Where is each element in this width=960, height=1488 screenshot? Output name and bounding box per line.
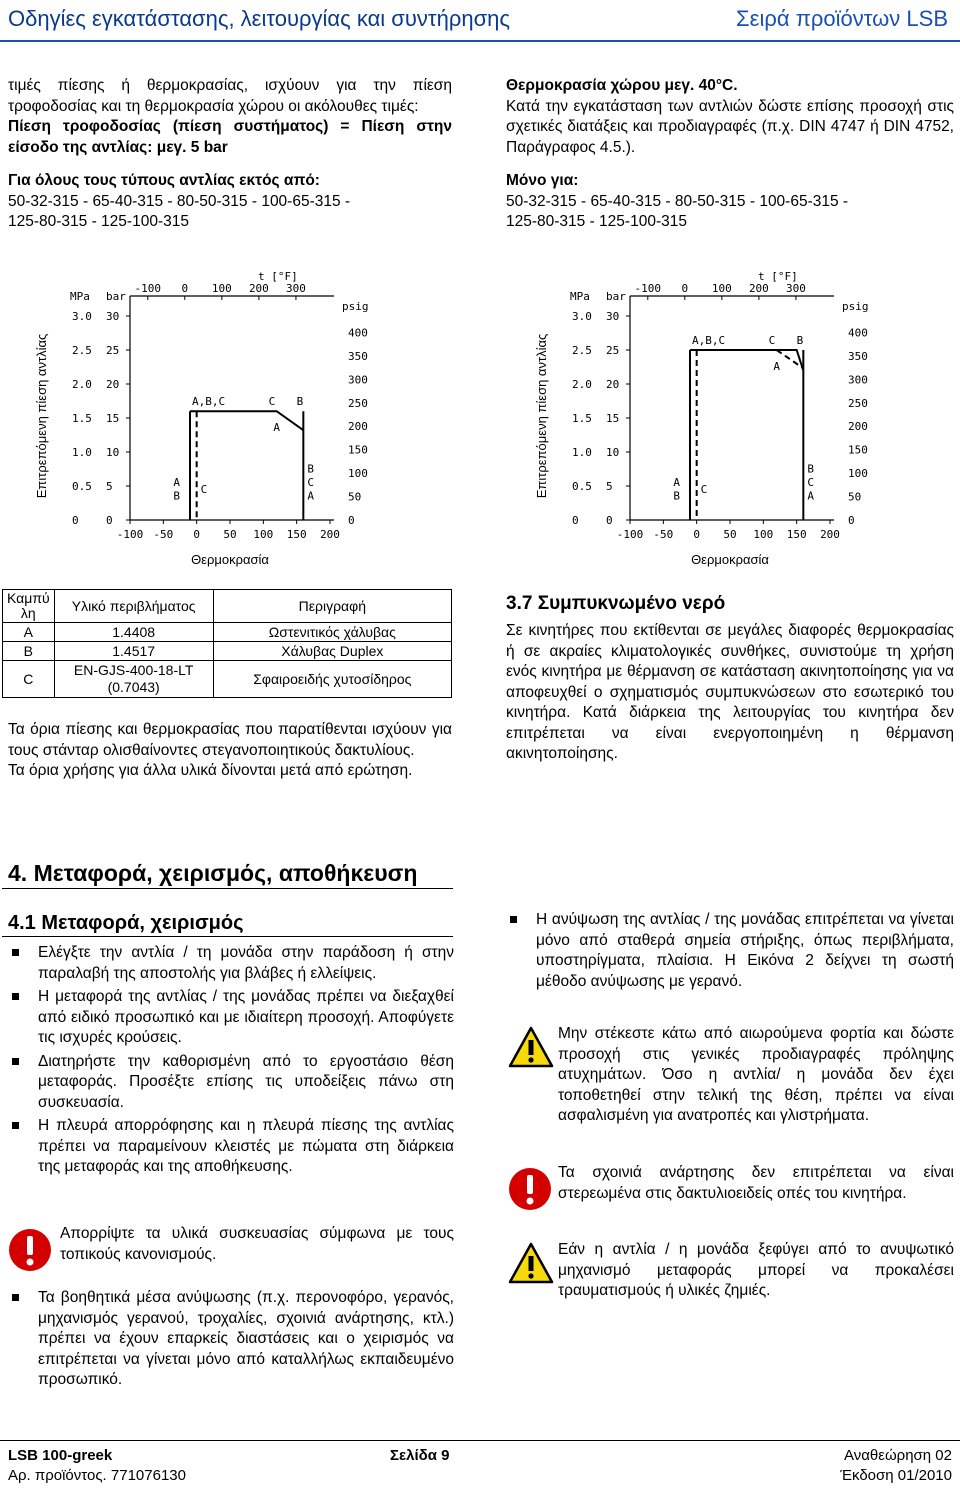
x-tick-celsius: 50: [723, 528, 737, 541]
y-tick-bar: 10: [606, 446, 620, 459]
unit-bar: bar: [606, 290, 626, 303]
y-tick-bar: 0: [606, 514, 613, 527]
row-material: 1.4408: [54, 623, 213, 642]
unit-psig: psig: [842, 300, 869, 313]
y-tick-psig: 300: [348, 373, 368, 387]
y-tick-bar: 25: [106, 344, 120, 357]
row-material: 1.4517: [54, 642, 213, 661]
y-tick-psig: 150: [848, 443, 868, 457]
y-tick-mpa: 2.5: [572, 344, 592, 357]
curve-annotation: B: [307, 462, 314, 476]
y-tick-psig: 350: [348, 349, 368, 363]
x-tick-fahrenheit: -100: [134, 282, 162, 295]
curve-annotation: C: [807, 476, 814, 489]
y-tick-psig: 400: [848, 326, 868, 340]
unit-fahrenheit: t [°F]: [258, 270, 298, 283]
limits-note-2: Τα όρια χρήσης για άλλα υλικά δίνονται μετά από ερώτηση.: [8, 762, 413, 779]
table-row: [3, 642, 452, 661]
footer-edition: Έκδοση 01/2010: [840, 1467, 952, 1484]
y-tick-bar: 5: [106, 480, 113, 493]
y-tick-bar: 30: [106, 310, 120, 323]
x-axis-label: Θερμοκρασία: [691, 552, 769, 567]
curve-annotation: A: [307, 489, 314, 503]
y-tick-mpa: 2.0: [572, 378, 592, 391]
unit-fahrenheit: t [°F]: [758, 270, 798, 283]
list-item: Η ανύψωση της αντλίας / της μονάδας επιτρέπεται να γίνεται μόνο από σταθερά σημεία στήριξης, όπως περιβλήματα, υποστηρίγματα, πλαίσια. Η Εικόνα 2 δείχνει τη σωστή μέθοδο ανύψωσης με γερανό.: [506, 910, 954, 992]
x-tick-celsius: 0: [193, 528, 200, 541]
y-tick-mpa: 1.0: [72, 446, 92, 459]
warning-text-2: Τα σχοινιά ανάρτησης δεν επιτρέπεται να είναι στερεωμένα στις δακτυλιοειδείς οπές του κινητήρα.: [558, 1164, 954, 1202]
y-tick-bar: 25: [606, 344, 620, 357]
y-tick-bar: 15: [606, 412, 620, 425]
y-axis-label: Επιτρεπόμενη πίεση αντλίας: [34, 333, 49, 499]
x-tick-fahrenheit: 0: [681, 282, 689, 295]
header-material: Υλικό περιβλήματος: [54, 590, 213, 623]
x-tick-celsius: -50: [653, 528, 674, 541]
y-tick-bar: 15: [106, 412, 120, 425]
footer-revision: Αναθεώρηση 02: [844, 1447, 952, 1464]
y-tick-psig: 300: [848, 373, 868, 387]
curve-annotation: A: [173, 476, 180, 489]
table-header-row: [3, 590, 452, 623]
curve-annotation: C: [268, 395, 276, 409]
x-tick-celsius: 150: [286, 528, 307, 541]
x-tick-fahrenheit: 0: [181, 282, 189, 295]
x-tick-celsius: 100: [253, 528, 274, 541]
x-tick-celsius: -100: [116, 528, 144, 541]
footer-page: Σελίδα 9: [390, 1447, 450, 1464]
y-tick-psig: 50: [348, 490, 362, 504]
curve-annotation: B: [673, 489, 680, 503]
header-description: Περιγραφή: [213, 590, 451, 623]
pressure-temp-chart-left: [30, 266, 450, 576]
series-line: [190, 411, 303, 430]
x-tick-celsius: 150: [786, 528, 807, 541]
condensation-text: Σε κινητήρες που εκτίθενται σε μεγάλες διαφορές θερμοκρασίας ή σε ακραίες κλιματολογικές συνθήκες, συνιστούμε τη χρήση ενός κινητήρα με θέρμανση σε κατάσταση ακινητοποίησης για να αποφευχθεί ο σχηματισμός συμπυκνώσεων στο εσωτερικό του κινητήρα. Κατά διάρκεια της λειτουργίας του κινητήρα δεν επιτρέπεται να είναι ενεργοποιημένη η θέρμανση ακινητοποίησης.: [506, 622, 954, 762]
y-tick-psig: 50: [848, 490, 862, 504]
curve-annotation: A: [773, 360, 780, 373]
x-tick-fahrenheit: 100: [711, 282, 732, 295]
y-tick-psig: 200: [848, 420, 868, 434]
warning-triangle-icon: [508, 1026, 554, 1068]
warning-text-3: Εάν η αντλία / η μονάδα ξεφύγει από το ανυψωτικό μηχανισμό μεταφοράς μπορεί να προκαλέσει τραυματισμούς ή υλικές ζημιές.: [558, 1241, 954, 1299]
condensation-section: [506, 593, 954, 765]
curve-annotation: A,B,C: [192, 395, 226, 409]
section-title-underline: [2, 888, 453, 889]
header-curve: [3, 590, 55, 623]
y-tick-mpa: 0.5: [72, 480, 92, 493]
y-tick-bar: 30: [606, 310, 620, 323]
table-row: [3, 661, 452, 698]
chart-right-svg: [530, 266, 950, 576]
curve-annotation: C: [700, 482, 708, 496]
curve-annotation: B: [807, 462, 814, 476]
intro-paragraph: τιμές πίεσης ή θερμοκρασίας, ισχύουν για την πίεση τροφοδοσίας και τη θερμοκρασία χώρου οι ακόλουθες τιμές:: [8, 77, 452, 115]
left-bullet-list-2: [8, 1288, 454, 1391]
y-tick-psig: 400: [348, 326, 368, 340]
exclamation-icon: [508, 1167, 552, 1211]
left-intro: [8, 76, 452, 233]
curve-annotation: C: [200, 482, 208, 496]
product-series-title: Σειρά προϊόντων LSB: [736, 6, 948, 31]
row-description: Σφαιροειδής χυτοσίδηρος: [213, 661, 451, 698]
x-tick-celsius: -100: [616, 528, 644, 541]
y-tick-bar: 20: [106, 378, 120, 391]
ambient-temp-note: Θερμοκρασία χώρου μεγ. 40°C.: [506, 77, 738, 94]
subsection-underline: [2, 936, 453, 937]
warning-text-1: Μην στέκεστε κάτω από αιωρούμενα φορτία και δώστε προσοχή στις γενικές προδιαγραφές πρόληψης ατυχημάτων. Όσο η αντλία/ η μονάδα δεν έχει τοποθετηθεί στην τελική της θέση, πρέπει να είναι ασφαλισμένη για ανατροπές και γλιστρήματα.: [558, 1025, 954, 1124]
section-4-title: 4. Μεταφορά, χειρισμός, αποθήκευση: [8, 860, 418, 886]
y-tick-psig: 200: [348, 420, 368, 434]
footer-doc-name: LSB 100-greek: [8, 1447, 113, 1464]
y-tick-psig: 0: [348, 514, 355, 527]
y-tick-psig: 100: [848, 467, 868, 481]
y-tick-mpa: 1.5: [572, 412, 592, 425]
unit-psig: psig: [342, 300, 369, 313]
x-tick-celsius: 50: [223, 528, 237, 541]
y-tick-mpa: 0.5: [572, 480, 592, 493]
x-tick-fahrenheit: -100: [634, 282, 662, 295]
all-types-heading: Για όλους τους τύπους αντλίας εκτός από:: [8, 172, 320, 189]
packaging-note-text: Απορρίψτε τα υλικά συσκευασίας σύμφωνα με τους τοπικούς κανονισμούς.: [60, 1225, 454, 1263]
supply-pressure-note: Πίεση τροφοδοσίας (πίεση συστήματος) = Πίεση στην είσοδο της αντλίας: μεγ. 5 bar: [8, 118, 452, 156]
limits-note-1: Τα όρια πίεσης και θερμοκρασίας που παρατίθενται ισχύουν για τους στάνταρ ολισθαίνοντες στεγανοποιητικούς δακτυλίους.: [8, 721, 452, 759]
pressure-temp-chart-right: [530, 266, 950, 576]
row-description: Χάλυβας Duplex: [213, 642, 451, 661]
y-tick-mpa: 0: [572, 514, 579, 527]
x-tick-celsius: 0: [693, 528, 700, 541]
y-tick-bar: 5: [606, 480, 613, 493]
limits-notes: [8, 720, 452, 782]
list-item: Η πλευρά απορρόφησης και η πλευρά πίεσης της αντλίας πρέπει να παραμείνουν κλειστές με πώματα στη διάρκεια της μεταφοράς και της αποθήκευσης.: [8, 1116, 454, 1178]
pump-types-line1: 50-32-315 - 65-40-315 - 80-50-315 - 100-65-315 -: [8, 192, 351, 210]
y-tick-mpa: 2.0: [72, 378, 92, 391]
table-row: [3, 623, 452, 642]
x-tick-celsius: 200: [820, 528, 840, 541]
x-axis-label: Θερμοκρασία: [191, 552, 269, 567]
materials-table: [2, 589, 452, 698]
y-tick-mpa: 2.5: [72, 344, 92, 357]
pump-types-right-line2: 125-80-315 - 125-100-315: [506, 213, 687, 230]
only-for-heading: Μόνο για:: [506, 172, 579, 189]
chart-left-svg: [30, 266, 450, 576]
x-tick-fahrenheit: 300: [785, 282, 806, 295]
pump-types-right-line1: 50-32-315 - 65-40-315 - 80-50-315 - 100-65-315 -: [506, 192, 849, 210]
row-curve: C: [3, 661, 55, 698]
row-curve: A: [3, 623, 55, 642]
curve-annotation: B: [296, 395, 304, 409]
packaging-note: [8, 1224, 454, 1265]
curve-annotation: A: [273, 421, 280, 435]
list-item: Ελέγξτε την αντλία / τη μονάδα στην παράδοση ή στην παραλαβή της αποστολής για βλάβες ή ελλείψεις.: [8, 943, 454, 984]
curve-annotation: A,B,C: [692, 334, 726, 347]
unit-mpa: MPa: [570, 290, 590, 303]
x-tick-fahrenheit: 200: [248, 282, 269, 295]
material-line1: EN-GJS-400-18-LT: [73, 662, 194, 678]
header-curve-line1: Καμπύ: [7, 590, 50, 606]
header-curve-line2: λη: [20, 605, 36, 621]
list-item: Η μεταφορά της αντλίας / της μονάδας πρέπει να διεξαχθεί από ειδικό προσωπικό και με ιδιαίτερη προσοχή. Αποφύγετε τις ισχυρές κρούσεις.: [8, 987, 454, 1049]
header-divider: [0, 40, 960, 42]
x-tick-celsius: 100: [753, 528, 774, 541]
curve-annotation: C: [768, 334, 776, 347]
curve-annotation: C: [307, 476, 314, 489]
x-tick-fahrenheit: 200: [748, 282, 769, 295]
y-tick-mpa: 1.5: [72, 412, 92, 425]
exclamation-icon: [8, 1228, 52, 1272]
row-description: Ωστενιτικός χάλυβας: [213, 623, 451, 642]
curve-annotation: A: [673, 476, 680, 489]
y-tick-bar: 0: [106, 514, 113, 527]
series-line: [690, 350, 803, 370]
warning-falling-pump: [506, 1240, 954, 1302]
curve-annotation: B: [173, 489, 180, 503]
y-tick-psig: 150: [348, 443, 368, 457]
footer-divider: [0, 1440, 960, 1441]
warning-hanging-loads: [506, 1024, 954, 1127]
y-tick-mpa: 3.0: [72, 310, 92, 323]
y-tick-psig: 250: [848, 396, 868, 410]
warning-rope-fixing: [506, 1163, 954, 1204]
row-curve: B: [3, 642, 55, 661]
x-tick-celsius: 200: [320, 528, 340, 541]
document-title: Οδηγίες εγκατάστασης, λειτουργίας και συντήρησης: [8, 6, 511, 31]
section-4-1-title: 4.1 Μεταφορά, χειρισμός: [8, 912, 244, 934]
y-tick-psig: 350: [848, 349, 868, 363]
right-intro: [506, 76, 954, 233]
y-tick-bar: 10: [106, 446, 120, 459]
condensation-title: 3.7 Συμπυκνωμένο νερό: [506, 593, 726, 614]
curve-annotation: A: [807, 489, 814, 503]
unit-mpa: MPa: [70, 290, 90, 303]
y-tick-psig: 100: [348, 467, 368, 481]
y-tick-bar: 20: [606, 378, 620, 391]
list-item: Τα βοηθητικά μέσα ανύψωσης (π.χ. περονοφόρο, γερανός, μηχανισμός γερανού, τροχαλίες, σχοινιά ανάρτησης, κτλ.) πρέπει να έχουν επαρκείς διαστάσεις και ο χειρισμός να επιτρέπεται να γίνεται μόνο από καταλλήλως εκπαιδευμένο προσωπικό.: [8, 1288, 454, 1391]
y-tick-psig: 250: [348, 396, 368, 410]
y-tick-mpa: 3.0: [572, 310, 592, 323]
pump-types-line2: 125-80-315 - 125-100-315: [8, 213, 189, 230]
right-bullet-list: [506, 910, 954, 992]
x-tick-fahrenheit: 100: [211, 282, 232, 295]
x-tick-celsius: -50: [153, 528, 174, 541]
y-tick-mpa: 1.0: [572, 446, 592, 459]
din-note: Κατά την εγκατάσταση των αντλιών δώστε επίσης προσοχή στις σχετικές διατάξεις και προδιαγραφές (π.χ. DIN 4747 ή DIN 4752, Παράγραφος 4.5.).: [506, 97, 954, 156]
curve-annotation: B: [796, 334, 804, 347]
warning-triangle-icon: [508, 1242, 554, 1284]
unit-bar: bar: [106, 290, 126, 303]
list-item: Διατηρήστε την καθορισμένη από το εργοστάσιο θέση μεταφοράς. Προσέξτε επίσης τις υποδείξεις πάνω στη συσκευασία.: [8, 1052, 454, 1114]
y-axis-label: Επιτρεπόμενη πίεση αντλίας: [534, 333, 549, 499]
y-tick-mpa: 0: [72, 514, 79, 527]
x-tick-fahrenheit: 300: [285, 282, 306, 295]
left-bullet-list: [8, 943, 454, 1178]
material-line2: (0.7043): [107, 679, 160, 695]
row-material: [54, 661, 213, 698]
footer-product-no: Αρ. προϊόντος. 771076130: [8, 1467, 186, 1484]
y-tick-psig: 0: [848, 514, 855, 527]
